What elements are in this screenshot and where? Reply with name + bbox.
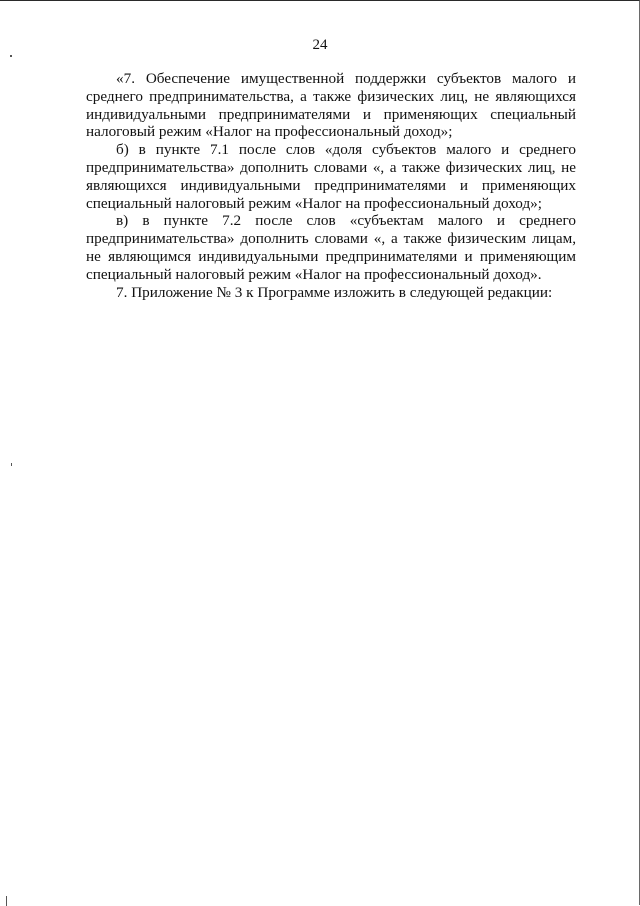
paragraph-subitem-b: б) в пункте 7.1 после слов «доля субъектов малого и среднего предпринимательства» дополнить словами «, а также физических лиц, не являющихся индивидуальными предпринимателями и применяющих специальный налоговый режим «Налог на профессиональный доход»; bbox=[86, 141, 576, 212]
paragraph-item-7-appendix: 7. Приложение № 3 к Программе изложить в следующей редакции: bbox=[116, 283, 553, 301]
paragraph-subitem-v: в) в пункте 7.2 после слов «субъектам малого и среднего предпринимательства» дополнить словами «, а также физическим лицам, не являющимся индивидуальными предпринимателями и применяющим специальный налоговый режим «Налог на профессиональный доход». bbox=[86, 212, 576, 283]
scan-speck-top bbox=[10, 55, 12, 57]
page-number: 24 bbox=[312, 37, 328, 53]
scan-speck-middle bbox=[11, 463, 12, 466]
paragraph-item-7: «7. Обеспечение имущественной поддержки субъектов малого и среднего предпринимательства, а также физических лиц, не являющихся индивидуальными предпринимателями и применяющих специальный налоговый режим «Налог на профессиональный доход»; bbox=[86, 70, 576, 141]
document-body bbox=[86, 70, 576, 301]
